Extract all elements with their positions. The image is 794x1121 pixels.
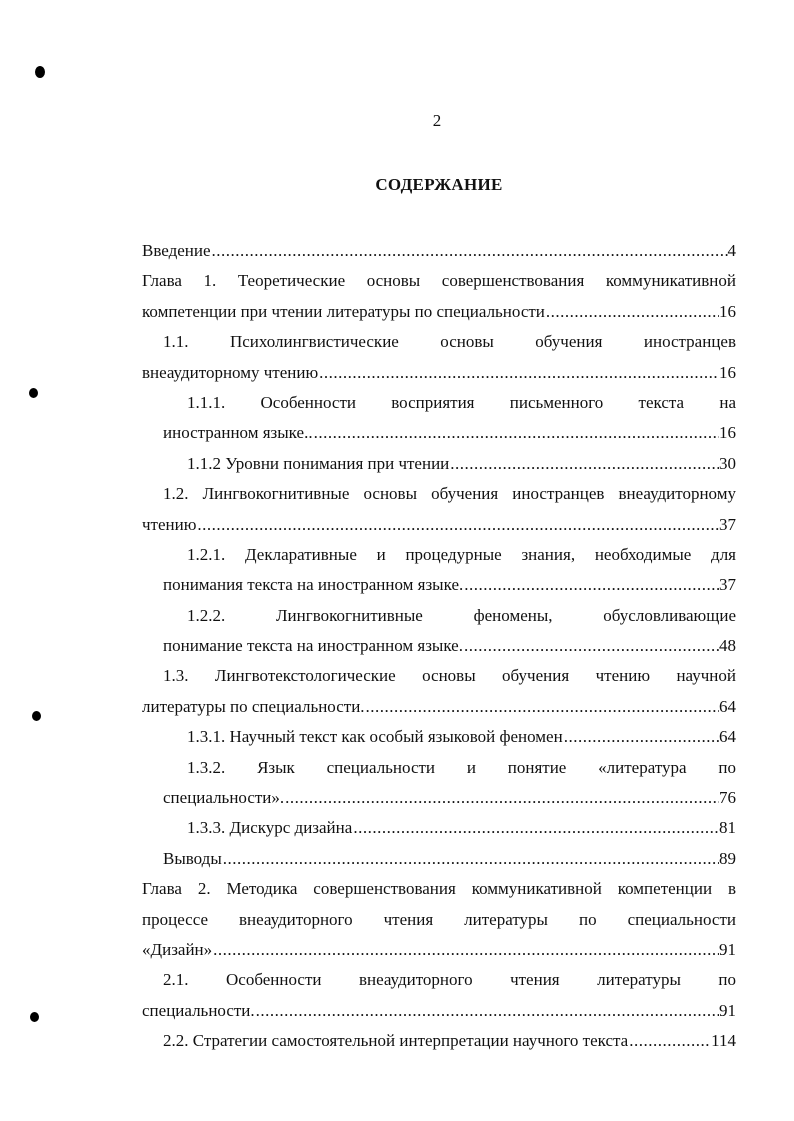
toc-entry-1-1-1[interactable]: 1.1.1. Особенности восприятия письменного текста на <box>187 392 736 412</box>
page-ref: 81 <box>719 818 736 838</box>
toc-entry-1-3-2[interactable]: 1.3.2. Язык специальности и понятие «литература по <box>187 757 736 777</box>
leader-dots <box>463 631 719 661</box>
toc-entry-1-2-2-cont[interactable]: понимание текста на иностранном языке. ..... 48 <box>142 631 736 661</box>
page-ref: 16 <box>719 301 736 321</box>
leader-dots <box>365 692 719 722</box>
toc-entry-1-2-2[interactable]: 1.2.2. Лингвокогнитивные феномены, обусловливающие <box>187 605 736 625</box>
leader-dots <box>211 236 728 266</box>
toc-entry-chapter-2[interactable]: Глава 2. Методика совершенствования коммуникативной компетенции в <box>142 879 736 899</box>
leader-dots <box>196 510 719 540</box>
page-ref: 91 <box>719 1000 736 1020</box>
page-number: 2 <box>432 111 442 130</box>
table-of-contents <box>142 236 736 1057</box>
toc-entry-1-1[interactable]: 1.1. Психолингвистические основы обучения иностранцев <box>163 332 736 352</box>
toc-entry-1-3-1[interactable]: 1.3.1. Научный текст как особый языковой феномен ..... 64 <box>142 722 736 752</box>
page-ref: 37 <box>719 575 736 595</box>
scan-speck <box>30 1012 39 1022</box>
scan-speck <box>35 66 45 78</box>
scan-speck <box>29 388 38 398</box>
leader-dots <box>352 813 719 843</box>
toc-entry-1-2-cont[interactable]: чтению ..... 37 <box>142 510 736 540</box>
page-ref: 30 <box>719 453 736 473</box>
page-ref: 16 <box>719 362 736 382</box>
leader-dots <box>318 358 719 388</box>
toc-entry-chapter-1[interactable]: Глава 1. Теоретические основы совершенствования коммуникативной <box>142 271 736 291</box>
toc-entry-introduction[interactable]: Введение ..... 4 <box>142 236 736 266</box>
page-ref: 64 <box>719 696 736 716</box>
page-ref: 37 <box>719 514 736 534</box>
toc-entry-1-3-cont[interactable]: литературы по специальности. ..... 64 <box>142 692 736 722</box>
leader-dots <box>313 418 719 448</box>
toc-entry-conclusions[interactable]: Выводы ..... 89 <box>142 844 736 874</box>
leader-dots <box>212 935 719 965</box>
toc-entry-1-2-1[interactable]: 1.2.1. Декларативные и процедурные знания, необходимые для <box>187 544 736 564</box>
leader-dots <box>463 570 719 600</box>
page-ref: 64 <box>719 727 736 747</box>
leader-dots <box>545 297 719 327</box>
page-ref: 48 <box>719 636 736 656</box>
page-ref: 4 <box>727 241 736 260</box>
leader-dots <box>255 996 719 1026</box>
toc-entry-1-2[interactable]: 1.2. Лингвокогнитивные основы обучения иностранцев внеаудиторному <box>163 484 736 504</box>
scan-speck <box>32 711 41 721</box>
page-title: СОДЕРЖАНИЕ <box>375 175 503 194</box>
toc-entry-2-1[interactable]: 2.1. Особенности внеаудиторного чтения литературы по <box>163 970 736 990</box>
toc-entry-chapter-1-cont[interactable]: компетенции при чтении литературы по специальности ..... 16 <box>142 297 736 327</box>
toc-entry-1-3-2-cont[interactable]: специальности». ..... 76 <box>142 783 736 813</box>
toc-entry-1-1-2[interactable]: 1.1.2 Уровни понимания при чтении ..... 30 <box>142 449 736 479</box>
page-ref: 91 <box>719 939 736 959</box>
leader-dots <box>222 844 719 874</box>
toc-entry-2-1-cont[interactable]: специальности. ..... 91 <box>142 996 736 1026</box>
leader-dots <box>449 449 719 479</box>
toc-entry-2-2[interactable]: 2.2. Стратегии самостоятельной интерпретации научного текста ..... 114 <box>142 1026 736 1056</box>
toc-entry-1-1-cont[interactable]: внеаудиторному чтению ..... 16 <box>142 358 736 388</box>
leader-dots <box>563 722 719 752</box>
leader-dots <box>284 783 719 813</box>
toc-entry-chapter-2-end[interactable]: «Дизайн» ..... 91 <box>142 935 736 965</box>
toc-entry-chapter-2-cont[interactable]: процессе внеаудиторного чтения литературы по специальности <box>142 909 736 929</box>
toc-entry-1-2-1-cont[interactable]: понимания текста на иностранном языке. ..... 37 <box>142 570 736 600</box>
page-ref: 76 <box>719 788 736 808</box>
toc-entry-1-3-3[interactable]: 1.3.3. Дискурс дизайна ..... 81 <box>142 813 736 843</box>
toc-entry-1-3[interactable]: 1.3. Лингвотекстологические основы обучения чтению научной <box>163 666 736 686</box>
leader-dots <box>628 1026 711 1056</box>
page-ref: 89 <box>719 848 736 868</box>
page-ref: 16 <box>719 423 736 443</box>
toc-entry-1-1-1-cont[interactable]: иностранном языке.. ..... 16 <box>142 418 736 448</box>
page-ref: 114 <box>711 1031 736 1051</box>
